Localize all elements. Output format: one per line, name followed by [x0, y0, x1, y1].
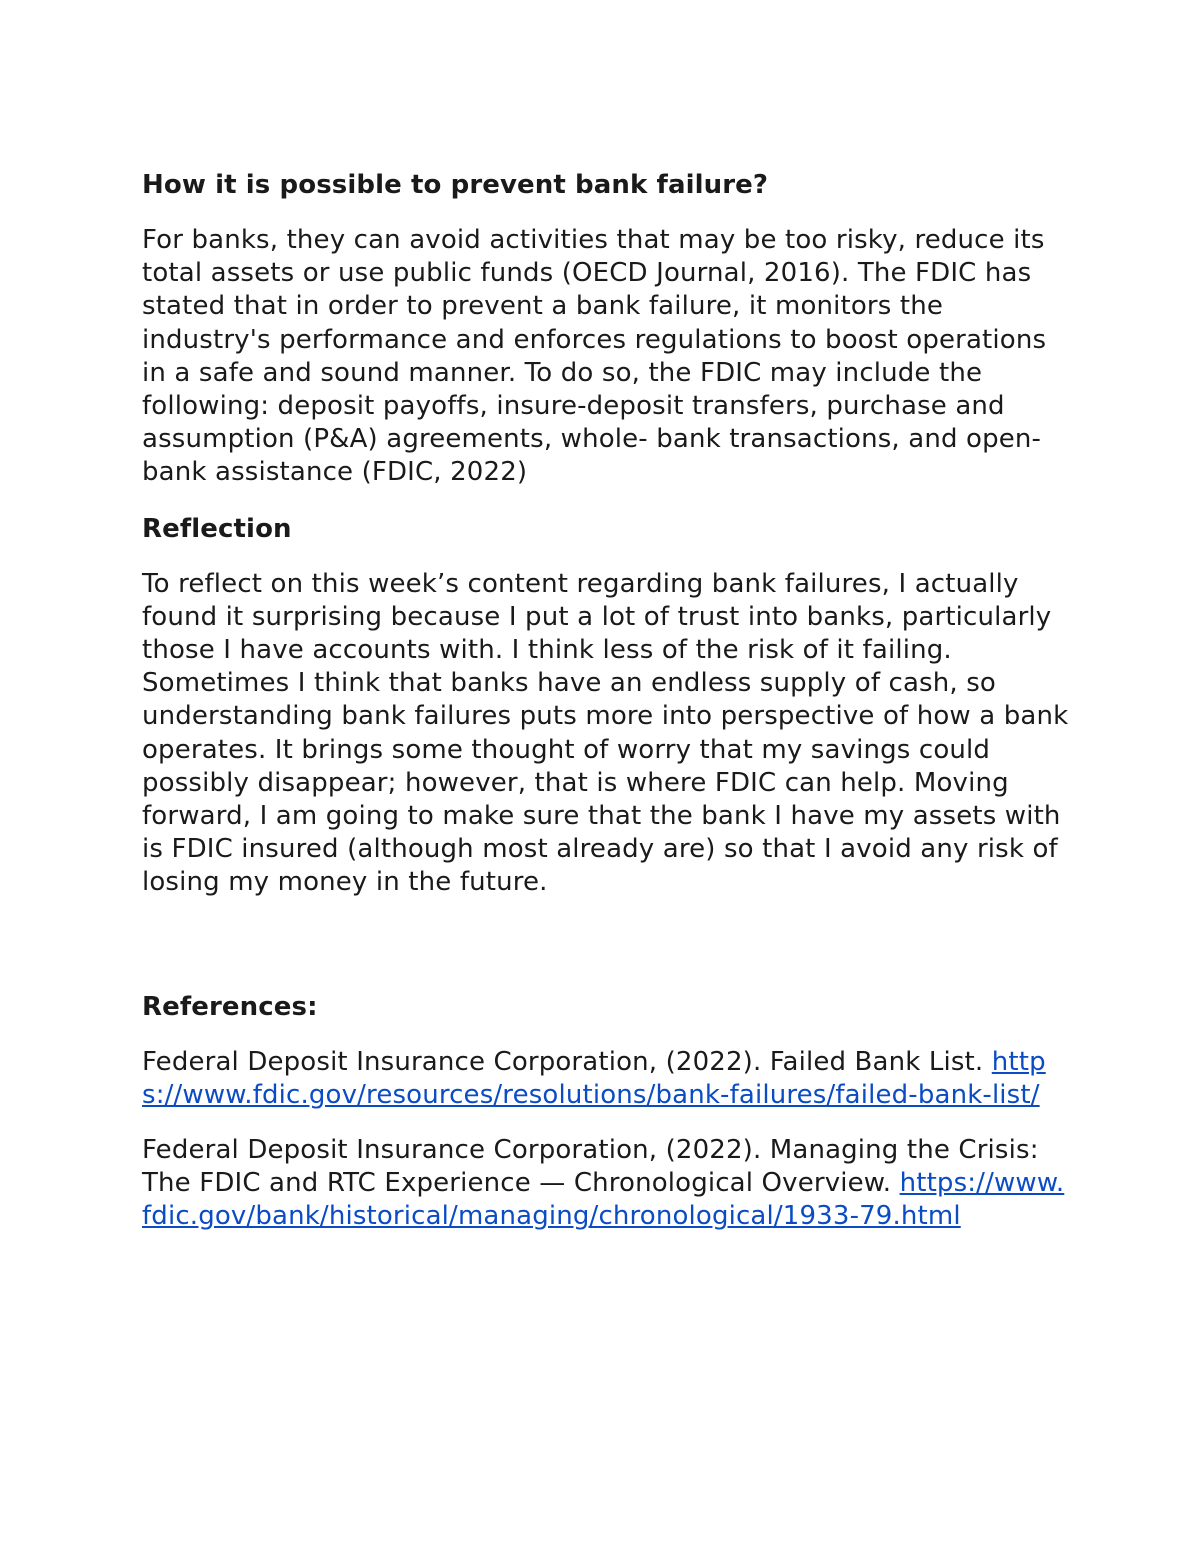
- prevention-heading: How it is possible to prevent bank failure?: [142, 170, 769, 200]
- reflection-heading: Reflection: [142, 513, 292, 544]
- reference-item: [142, 1046, 1072, 1112]
- prevention-paragraph: For banks, they can avoid activities that may be too risky, reduce its total assets or use public funds (OECD Journal, 2016). The FDIC has stated that in order to prevent a bank failure, it monitors the industry's performance and enforces regulations to boost operations in a safe and sound manner. To do so, the FDIC may include the following: deposit payoffs, insure-deposit transfers, purchase and assumption (P&A) agreements, whole- bank transactions, and open-bank assistance (FDIC, 2022): [142, 225, 1047, 488]
- reference-item: [142, 1134, 1072, 1234]
- reference-text: Federal Deposit Insurance Corporation, (2022). Failed Bank List.: [142, 1046, 992, 1077]
- document-page: [142, 168, 1072, 1234]
- reference-link[interactable]: https://www.fdic.gov/resources/resolutions/bank-failures/failed-bank-list/: [142, 1046, 1046, 1110]
- reference-link[interactable]: https://www.fdic.gov/bank/historical/managing/chronological/1933-79.html: [142, 1168, 1065, 1232]
- references-heading: References:: [142, 991, 318, 1022]
- reference-text: Federal Deposit Insurance Corporation, (2022). Managing the Crisis: The FDIC and RTC Experience — Chronological Overview.: [142, 1135, 1039, 1199]
- reflection-paragraph: To reflect on this week’s content regarding bank failures, I actually found it surprising because I put a lot of trust into banks, particularly those I have accounts with. I think less of the risk of it failing. Sometimes I think that banks have an endless supply of cash, so understanding bank failures puts more into perspective of how a bank operates. It brings some thought of worry that my savings could possibly disappear; however, that is where FDIC can help. Moving forward, I am going to make sure that the bank I have my assets with is FDIC insured (although most already are) so that I avoid any risk of losing my money in the future.: [142, 568, 1069, 898]
